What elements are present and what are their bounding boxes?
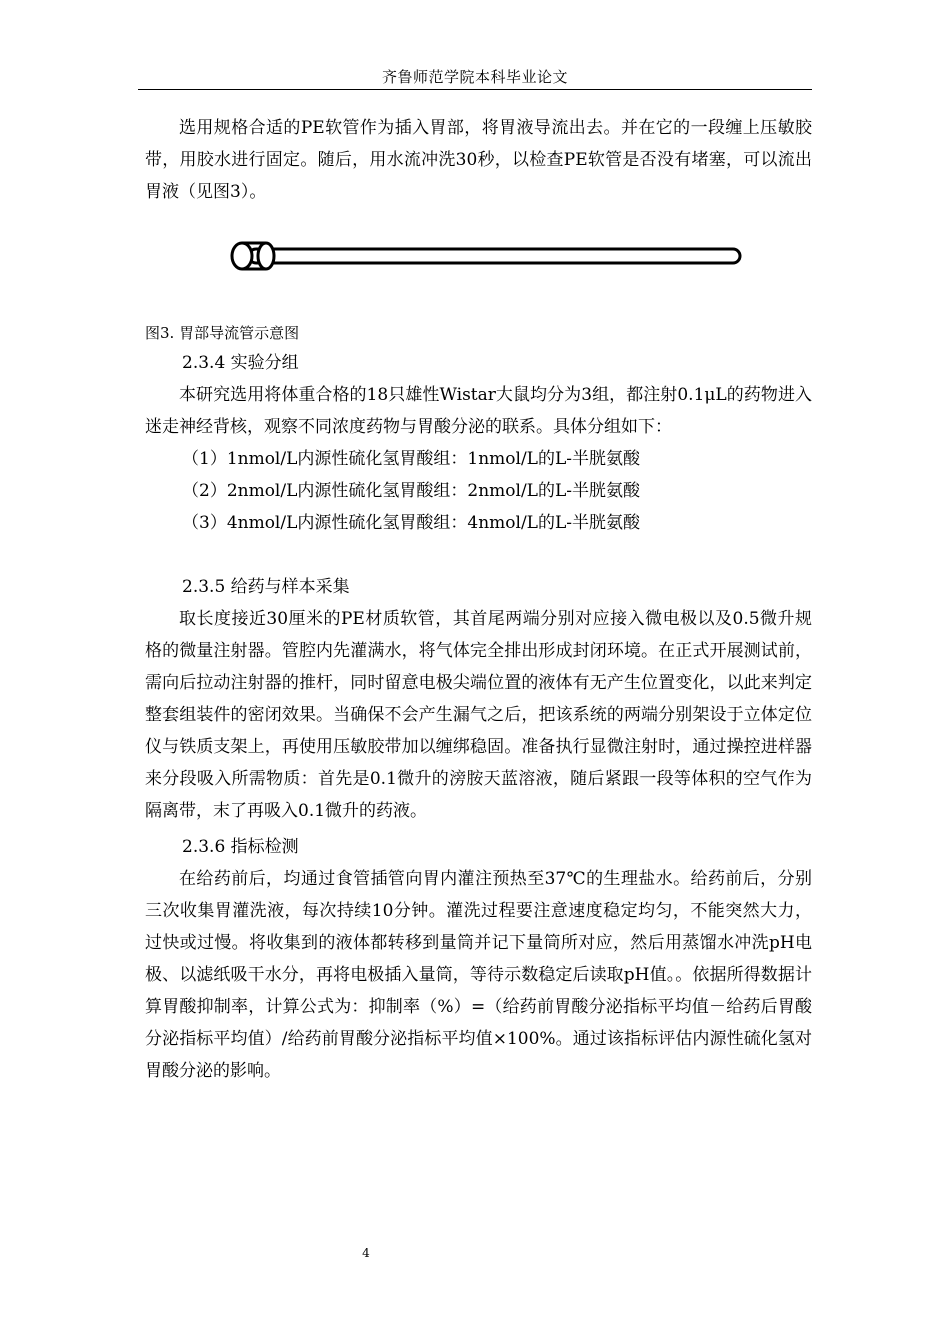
group-item-2: （2）2nmol/L内源性硫化氢胃酸组：2nmol/L的L-半胱氨酸 [182,481,640,501]
intro-paragraph: 选用规格合适的PE软管作为插入胃部，将胃液导流出去。并在它的一段缠上压敏胶带，用胶水进行固定。随后，用水流冲洗30秒，以检查PE软管是否没有堵塞，可以流出胃液（见图3）。 [145,118,812,202]
section-heading-2-3-6: 2.3.6 指标检测 [182,837,299,857]
group-item-1: （1）1nmol/L内源性硫化氢胃酸组：1nmol/L的L-半胱氨酸 [182,449,640,469]
figure-caption: 图3. 胃部导流管示意图 [145,324,300,342]
page-content [145,112,812,1087]
section-gap [145,539,812,567]
page-number: 4 [362,1246,370,1260]
section-heading-2-3-4: 2.3.4 实验分组 [182,353,299,373]
section-paragraph-2-3-4: 本研究选用将体重合格的18只雄性Wistar大鼠均分为3组，都注射0.1μL的药物进入迷走神经背核，观察不同浓度药物与胃酸分泌的联系。具体分组如下： [145,385,812,437]
drainage-tube-diagram [229,238,749,278]
tube-body [249,249,740,263]
section-heading-2-3-5: 2.3.5 给药与样本采集 [182,577,350,597]
group-item-3: （3）4nmol/L内源性硫化氢胃酸组：4nmol/L的L-半胱氨酸 [182,513,640,533]
section-paragraph-2-3-6: 在给药前后，均通过食管插管向胃内灌注预热至37℃的生理盐水。给药前后，分别三次收集胃灌洗液，每次持续10分钟。灌洗过程要注意速度稳定均匀，不能突然大力，过快或过慢。将收集到的液体都转移到量筒并记下量筒所对应，然后用蒸馏水冲洗pH电极、以滤纸吸干水分，再将电极插入量筒，等待示数稳定后读取pH值。。依据所得数据计算胃酸抑制率，计算公式为：抑制率（%）=（给药前胃酸分泌指标平均值－给药后胃酸分泌指标平均值）/给药前胃酸分泌指标平均值×100%。通过该指标评估内源性硫化氢对胃酸分泌的影响。 [145,869,812,1081]
figure-3 [145,208,812,323]
tube-opening [232,243,252,269]
section-paragraph-2-3-5: 取长度接近30厘米的PE材质软管，其首尾两端分别对应接入微电极以及0.5微升规格的微量注射器。管腔内先灌满水，将气体完全排出形成封闭环境。在正式开展测试前，需向后拉动注射器的推杆，同时留意电极尖端位置的液体有无产生位置变化，以此来判定整套组装件的密闭效果。当确保不会产生漏气之后，把该系统的两端分别架设于立体定位仪与铁质支架上，再使用压敏胶带加以缠绑稳固。准备执行显微注射时，通过操控进样器来分段吸入所需物质：首先是0.1微升的滂胺天蓝溶液，随后紧跟一段等体积的空气作为隔离带，末了再吸入0.1微升的药液。 [145,609,812,821]
header-rule [138,89,812,90]
running-header: 齐鲁师范学院本科毕业论文 [381,68,568,86]
tube-collar [258,243,274,269]
